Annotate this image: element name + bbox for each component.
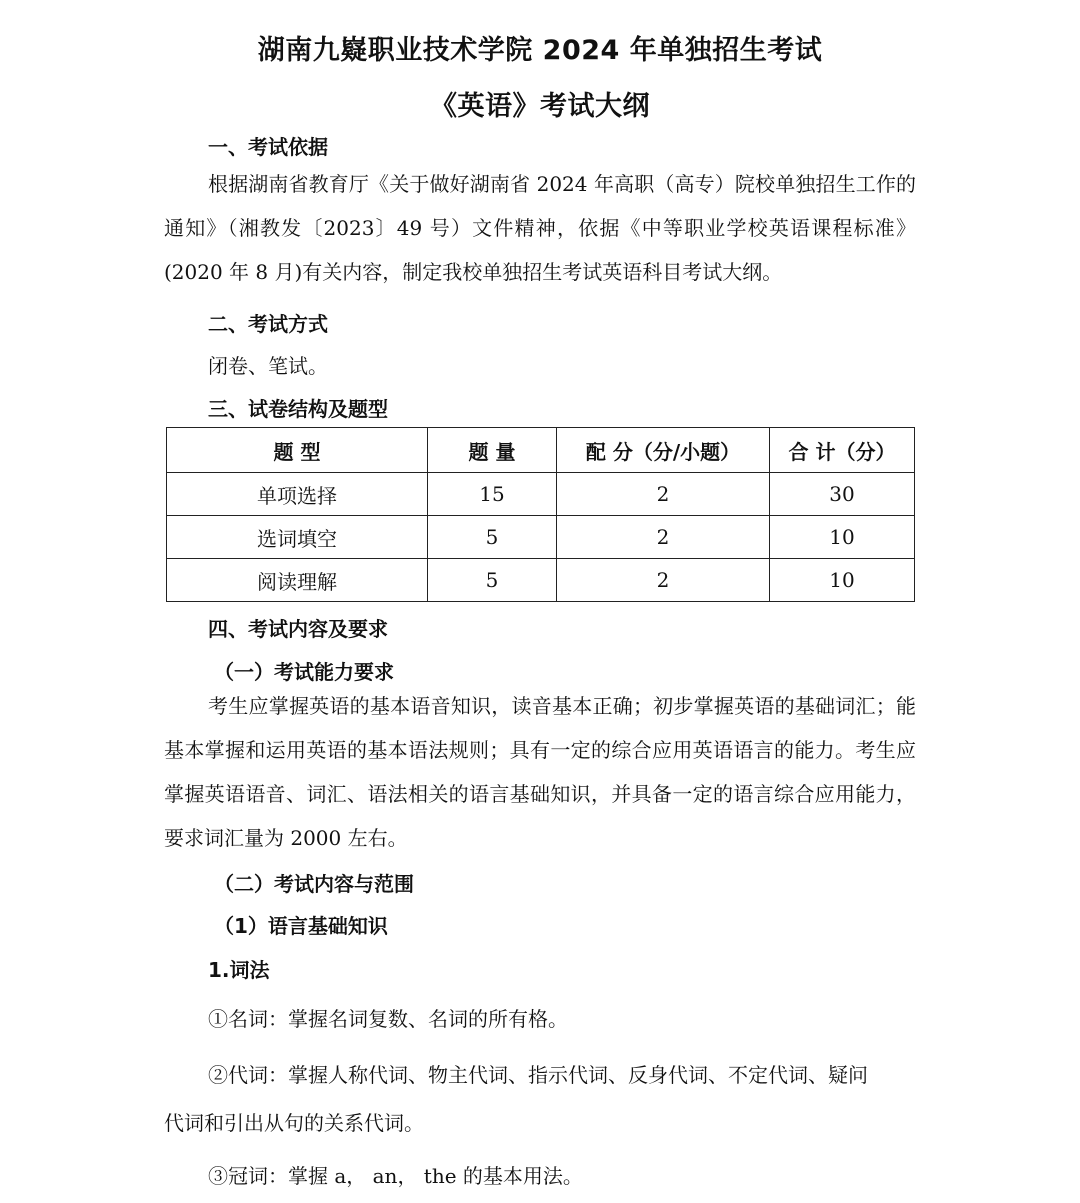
table-cell: 阅读理解 bbox=[167, 559, 428, 602]
section-heading-method: 二、考试方式 bbox=[208, 312, 328, 336]
method-text: 闭卷、笔试。 bbox=[208, 354, 328, 378]
table-cell: 2 bbox=[557, 473, 770, 516]
exam-structure-table bbox=[166, 427, 915, 602]
basis-paragraph: 根据湖南省教育厅《关于做好湖南省 2024 年高职（高专）院校单独招生工作的通知》（湘教发〔2023〕49 号）文件精神，依据《中等职业学校英语课程标准》(2020 年 8 月)有关内容，制定我校单独招生考试英语科目考试大纲。 bbox=[164, 172, 916, 284]
table-header-cell: 合 计（分） bbox=[770, 428, 915, 473]
table-row bbox=[167, 473, 915, 516]
section-heading-basis: 一、考试依据 bbox=[208, 135, 328, 159]
section-heading-structure: 三、试卷结构及题型 bbox=[208, 397, 388, 421]
table-cell: 10 bbox=[770, 559, 915, 602]
subsection-heading-ability: （一）考试能力要求 bbox=[214, 660, 394, 684]
table-cell: 2 bbox=[557, 516, 770, 559]
subsection-heading-language-knowledge: （1）语言基础知识 bbox=[214, 914, 388, 938]
list-item-pronouns-continued: 代词和引出从句的关系代词。 bbox=[164, 1111, 424, 1135]
document-title: 湖南九嶷职业技术学院 2024 年单独招生考试 bbox=[257, 35, 823, 66]
subsection-heading-scope: （二）考试内容与范围 bbox=[214, 872, 414, 896]
table-cell: 5 bbox=[428, 516, 557, 559]
list-item-pronouns: ②代词：掌握人称代词、物主代词、指示代词、反身代词、不定代词、疑问 bbox=[208, 1063, 868, 1087]
table-cell: 10 bbox=[770, 516, 915, 559]
section-heading-content: 四、考试内容及要求 bbox=[208, 617, 388, 641]
document-subtitle: 《英语》考试大纲 bbox=[430, 91, 650, 122]
ability-paragraph: 考生应掌握英语的基本语音知识，读音基本正确；初步掌握英语的基础词汇；能基本掌握和运用英语的基本语法规则；具有一定的综合应用英语语言的能力。考生应掌握英语语音、词汇、语法相关的语言基础知识，并具备一定的语言综合应用能力，要求词汇量为 2000 左右。 bbox=[164, 694, 916, 850]
lexis-heading: 1.词法 bbox=[208, 958, 270, 982]
table-row bbox=[167, 559, 915, 602]
table-cell: 2 bbox=[557, 559, 770, 602]
list-item-articles: ③冠词：掌握 a， an， the 的基本用法。 bbox=[208, 1164, 583, 1188]
table-header-cell: 题 型 bbox=[167, 428, 428, 473]
table-cell: 选词填空 bbox=[167, 516, 428, 559]
table-cell: 单项选择 bbox=[167, 473, 428, 516]
table-header-row bbox=[167, 428, 915, 473]
list-item-nouns: ①名词：掌握名词复数、名词的所有格。 bbox=[208, 1007, 568, 1031]
table-cell: 15 bbox=[428, 473, 557, 516]
table-row bbox=[167, 516, 915, 559]
table-header-cell: 题 量 bbox=[428, 428, 557, 473]
table-cell: 5 bbox=[428, 559, 557, 602]
table-cell: 30 bbox=[770, 473, 915, 516]
table-header-cell: 配 分（分/小题） bbox=[557, 428, 770, 473]
